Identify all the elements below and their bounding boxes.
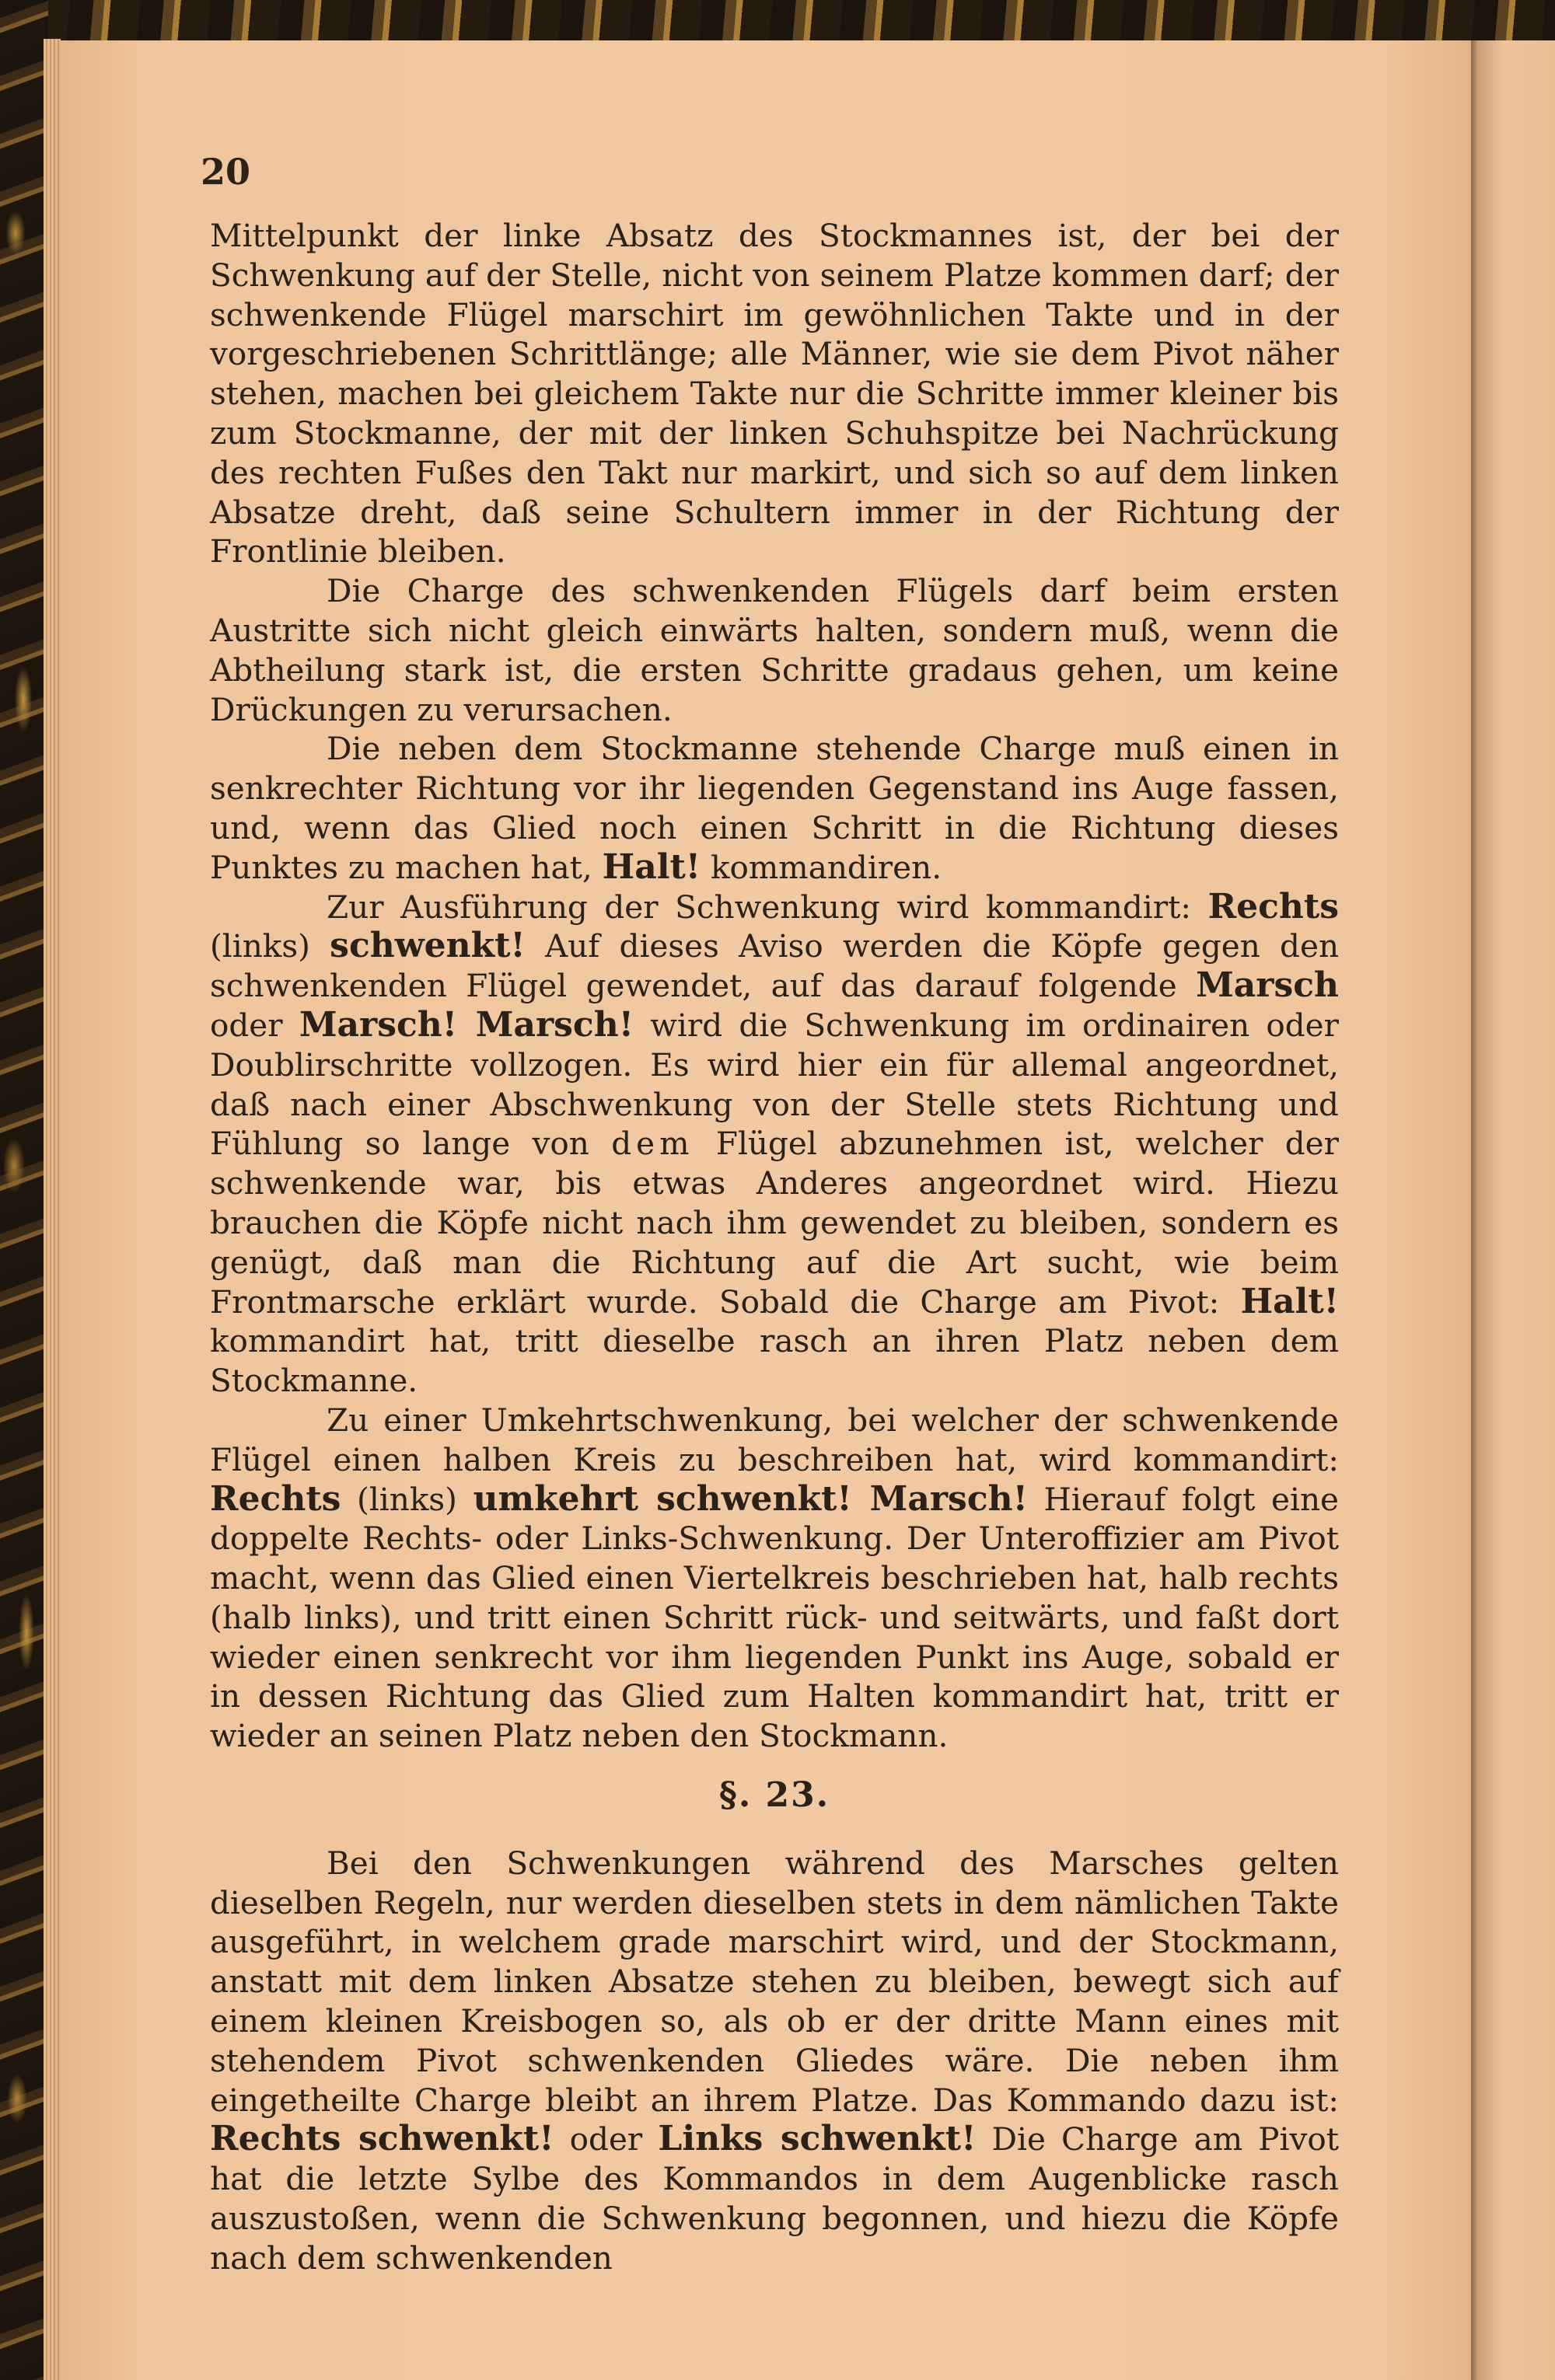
text-run: Bei den Schwenkungen während des Marsches gelten dieselben Regeln, nur werden dieselben stets in dem nämlichen Takte ausgeführt, in welchem grade marschirt wird, und der Stockmann, anstatt mit dem linken Absatze stehen zu bleiben, bewegt sich auf einem kleinen Kreisbogen so, als ob er der dritte Mann eines mit stehendem Pivot schwenkenden Gliedes wäre. Die neben ihm eingetheilte Charge bleibt an ihrem Platze. Das Kommando dazu ist: — [210, 1844, 1339, 2119]
text-run: Zur Ausführung der Schwenkung wird kommandirt: — [327, 888, 1192, 926]
text-run: Die Charge am Pivot hat die letzte Sylbe des Kommandos in dem Augenblicke rasch auszustoßen, wenn die Schwenkung begonnen, und hiezu die Köpfe nach dem schwenkenden — [210, 2120, 1340, 2277]
command-marsch: Marsch — [1196, 965, 1340, 1006]
text-run: Auf dieses Aviso werden die Köpfe gegen den schwenkenden Flügel gewendet, auf das darauf folgende — [210, 927, 1340, 1005]
command-links-schwenkt: Links schwenkt! — [658, 2119, 977, 2159]
command-rechts-schwenkt: Rechts schwenkt! — [210, 2119, 554, 2159]
text-run: kommandirt hat, tritt dieselbe rasch an ihren Platz neben dem Stockmanne. — [210, 1322, 1339, 1400]
command-halt: Halt! — [602, 846, 701, 887]
book-cover-top — [0, 0, 1555, 45]
command-halt: Halt! — [1240, 1281, 1339, 1321]
text-run: Hierauf folgt eine doppelte Rechts- oder Links-Schwenkung. Der Unteroffizier am Pivot macht, wenn das Glied einen Viertelkreis beschrieben hat, halb rechts (halb links), und tritt einen Schritt rück- und seitwärts, und faßt dort wieder einen senkrecht vor ihm liegenden Punkt ins Auge, sobald er in dessen Richtung das Glied zum Halten kommandirt hat, tritt er wieder an seinen Platz neben den Stockmann. — [210, 1480, 1340, 1755]
facing-page-edge — [1469, 40, 1555, 2380]
text-run: Zu einer Umkehrtschwenkung, bei welcher der schwenkende Flügel einen halben Kreis zu beschreiben hat, wird kommandirt: — [210, 1401, 1339, 1478]
command-marsch-marsch: Marsch! Marsch! — [299, 1004, 634, 1045]
text-run: wird die Schwenkung im ordinairen oder Doublirschritte vollzogen. Es wird hier ein für allemal angeordnet, daß nach einer Abschwenkung von der Stelle stets Richtung und Fühlung so lange von — [210, 1006, 1340, 1163]
text-run: (links) — [210, 927, 310, 965]
paragraph-3 — [210, 729, 1339, 887]
paragraph-4 — [210, 888, 1339, 1401]
emphasis-dem: dem — [611, 1125, 694, 1163]
page-edges — [44, 39, 61, 2380]
text-run: oder — [569, 2120, 643, 2158]
command-rechts: Rechts — [210, 1478, 341, 1519]
text-run: kommandiren. — [710, 848, 942, 886]
paragraph-6 — [210, 1844, 1339, 2278]
paragraph-1: Mittelpunkt der linke Absatz des Stockmannes ist, der bei der Schwenkung auf der Stelle, nicht von seinem Platze kommen darf; der schwenkende Flügel marschirt im gewöhnlichen Takte und in der vorgeschriebenen Schrittlänge; alle Männer, wie sie dem Pivot näher stehen, machen bei gleichem Takte nur die Schritte immer kleiner bis zum Stockmanne, der mit der linken Schuhspitze bei Nachrückung des rechten Fußes den Takt nur markirt, und sich so auf dem linken Absatze dreht, daß seine Schultern immer in der Richtung der Frontlinie bleiben. — [210, 217, 1339, 571]
page-body — [210, 216, 1339, 2278]
text-run: Flügel abzunehmen ist, welcher der schwenkende war, bis etwas Anderes angeordnet wird. Hiezu brauchen die Köpfe nicht nach ihm gewendet zu bleiben, sondern es genügt, daß man die Richtung auf die Art sucht, wie beim Frontmarsche erklärt wurde. Sobald die Charge am Pivot: — [210, 1125, 1340, 1321]
text-run: oder — [210, 1006, 283, 1044]
command-schwenkt: schwenkt! — [330, 926, 526, 966]
command-rechts: Rechts — [1207, 886, 1340, 927]
paragraph-2: Die Charge des schwenkenden Flügels darf beim ersten Austritte sich nicht gleich einwärts halten, sondern muß, wenn die Abtheilung stark ist, die ersten Schritte gradaus gehen, um keine Drückungen zu verursachen. — [210, 572, 1339, 728]
text-run: (links) — [357, 1480, 457, 1518]
page-number: 20 — [201, 151, 251, 193]
text-run: Die neben dem Stockmanne stehende Charge muß einen in senkrechter Richtung vor ihr liegenden Gegenstand ins Auge fassen, und, wenn das Glied noch einen Schritt in die Richtung dieses Punktes zu machen hat, — [210, 730, 1339, 886]
paragraph-5 — [210, 1401, 1339, 1756]
section-heading: §. 23. — [718, 1775, 830, 1816]
command-umkehrt-schwenkt-marsch: umkehrt schwenkt! Marsch! — [473, 1478, 1028, 1519]
book-cover-marbled — [0, 0, 48, 2380]
